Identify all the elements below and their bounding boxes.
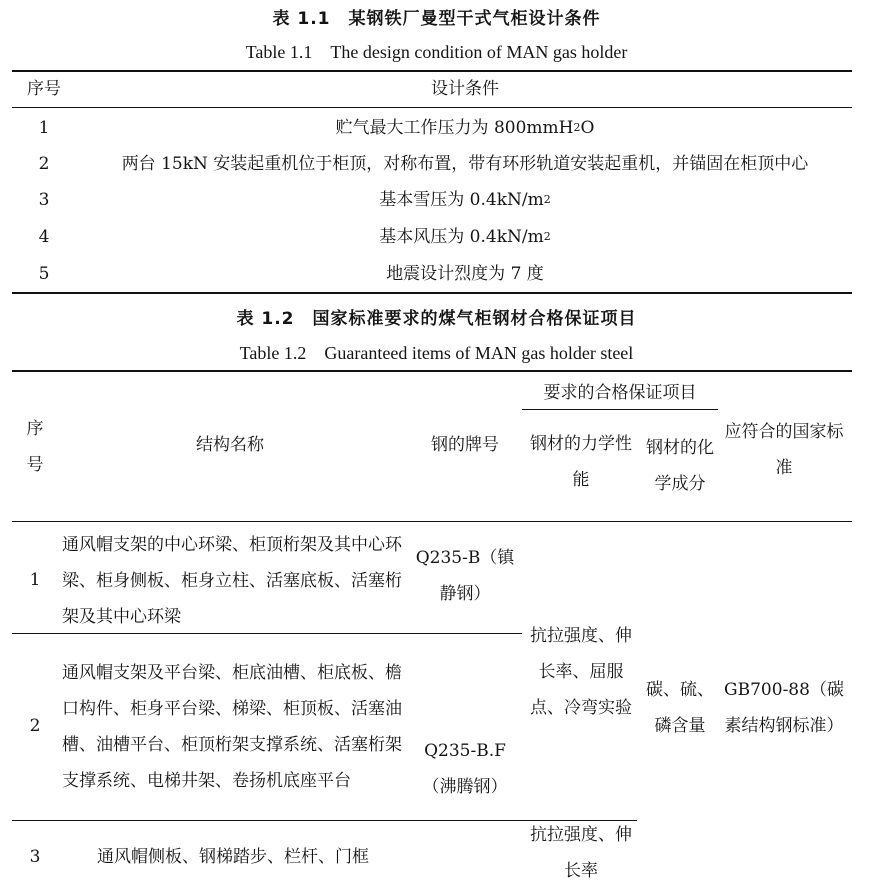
table1-row-condition: 贮气最大工作压力为 800mmH 2 O [80, 113, 850, 143]
table2-mechanical-row-3: 抗拉强度、伸长率 [530, 824, 632, 881]
table2-header-mechanical: 钢材的力学性能 [530, 434, 632, 490]
table2-row-structure: 通风帽支架及平台梁、柜底油槽、柜底板、檐口构件、柜身平台梁、梯梁、柜顶板、活塞油槽、油槽平台、柜顶桁架支撑系统、活塞桁架支撑系统、电梯井架、卷扬机底座平台 [62, 663, 402, 791]
row-text: 基本雪压为 0.4kN/m [379, 190, 544, 210]
table2-header-structure: 结构名称 [196, 435, 264, 455]
table2-caption-en: Table 1.2 Guaranteed items of MAN gas holder steel [239, 343, 634, 363]
table1-row-no: 3 [38, 190, 50, 210]
table2-caption-cn: 表 1.2 国家标准要求的煤气柜钢材合格保证项目 [236, 309, 637, 329]
table1-row-condition: 两台 15kN 安装起重机位于柜顶，对称布置，带有环形轨道安装起重机，并锚固在柜顶中心 [121, 154, 809, 174]
row-text: 基本风压为 0.4kN/m [379, 227, 544, 247]
table2-row1-rule [12, 633, 522, 634]
table1-header-condition: 设计条件 [431, 79, 499, 99]
row-text-tail: O [580, 118, 595, 138]
table1-top-rule [12, 70, 852, 72]
table2-row-grade: Q235-B（镇静钢） [415, 548, 515, 604]
table1-bottom-rule [12, 292, 852, 294]
table1-row-condition: 地震设计烈度为 7 度 [386, 264, 544, 284]
table2-row-grade: Q235-B.F（沸腾钢） [422, 741, 508, 797]
table2-header-chemical: 钢材的化学成分 [646, 438, 714, 494]
table1-row-condition: 基本风压为 0.4kN/m 2 [80, 222, 850, 252]
table2-row-structure: 通风帽支架的中心环梁、柜顶桁架及其中心环梁、柜身侧板、柜身立柱、活塞底板、活塞桁架及其中心环梁 [62, 535, 402, 627]
table1-row-no: 4 [38, 227, 50, 247]
table2-header-grade: 钢的牌号 [431, 435, 499, 455]
table2-mechanical-rows-1-2: 抗拉强度、伸长率、屈服点、冷弯实验 [530, 626, 632, 718]
table2-row-no: 1 [29, 570, 41, 590]
table2-header-group: 要求的合格保证项目 [543, 383, 697, 403]
table2-header-rule [12, 521, 852, 522]
table1-caption-en: Table 1.1 The design condition of MAN gas holder [245, 42, 628, 62]
table1-row-no: 2 [38, 154, 50, 174]
table2-header-standard: 应符合的国家标准 [724, 422, 844, 478]
table2-chemical-merged: 碳、硫、磷含量 [646, 680, 714, 736]
table1-header-rule [12, 107, 852, 108]
table2-top-rule [12, 370, 852, 372]
table1-row-no: 5 [38, 264, 50, 284]
table1-row-no: 1 [38, 118, 50, 138]
table1-caption-cn: 表 1.1 某钢铁厂曼型干式气柜设计条件 [272, 9, 601, 29]
table2-header-no: 序号 [26, 419, 44, 475]
table2-group-rule [522, 409, 718, 410]
table1-row-condition: 基本雪压为 0.4kN/m 2 [80, 185, 850, 215]
table2-row-no: 3 [29, 847, 41, 867]
table1-header-no: 序号 [27, 79, 61, 99]
row-text: 贮气最大工作压力为 800mmH [335, 118, 574, 138]
table2-row-no: 2 [29, 716, 41, 736]
table2-standard-merged: GB700-88（碳素结构钢标准） [724, 680, 844, 736]
table2-row-structure: 通风帽侧板、钢梯踏步、栏杆、门框 [97, 847, 369, 867]
